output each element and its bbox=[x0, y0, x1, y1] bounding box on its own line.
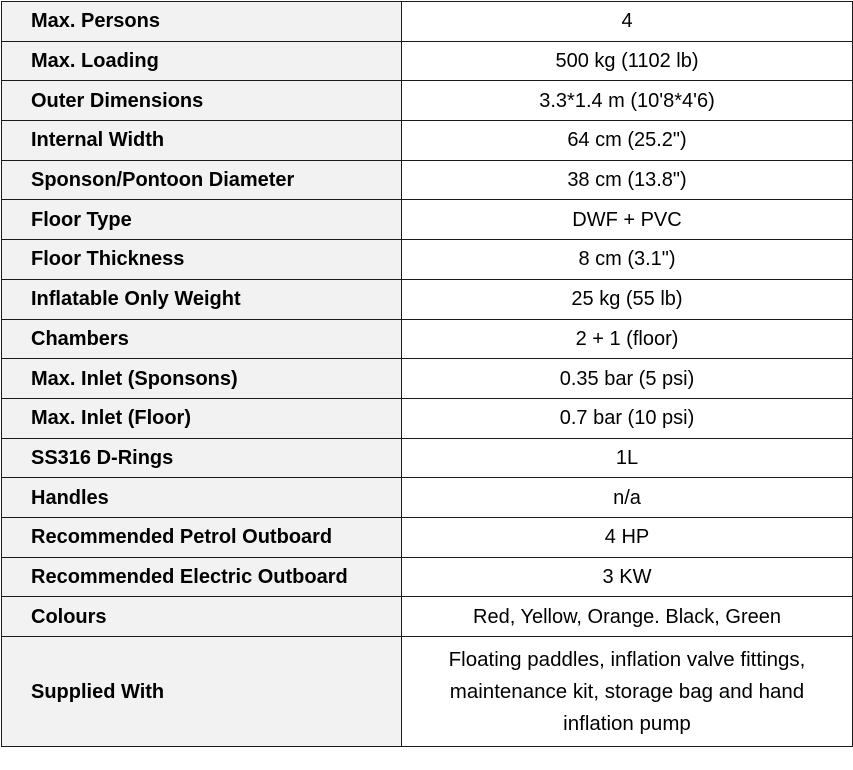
table-row bbox=[2, 478, 853, 518]
table-row bbox=[2, 398, 853, 438]
spec-label: Inflatable Only Weight bbox=[2, 279, 402, 319]
spec-label: Floor Thickness bbox=[2, 240, 402, 280]
table-row bbox=[2, 597, 853, 637]
spec-value: 1L bbox=[402, 438, 853, 478]
table-row bbox=[2, 121, 853, 161]
table-row bbox=[2, 279, 853, 319]
spec-label: Outer Dimensions bbox=[2, 81, 402, 121]
spec-value: DWF + PVC bbox=[402, 200, 853, 240]
spec-value: 4 bbox=[402, 2, 853, 42]
spec-value: 0.35 bar (5 psi) bbox=[402, 359, 853, 399]
spec-label: Chambers bbox=[2, 319, 402, 359]
spec-label: Internal Width bbox=[2, 121, 402, 161]
spec-value: 25 kg (55 lb) bbox=[402, 279, 853, 319]
spec-value: n/a bbox=[402, 478, 853, 518]
spec-label: SS316 D-Rings bbox=[2, 438, 402, 478]
spec-value: 38 cm (13.8") bbox=[402, 160, 853, 200]
spec-label: Colours bbox=[2, 597, 402, 637]
table-row bbox=[2, 200, 853, 240]
table-row bbox=[2, 160, 853, 200]
spec-value: 2 + 1 (floor) bbox=[402, 319, 853, 359]
spec-label: Recommended Petrol Outboard bbox=[2, 517, 402, 557]
table-row bbox=[2, 240, 853, 280]
spec-label: Max. Inlet (Floor) bbox=[2, 398, 402, 438]
table-row bbox=[2, 557, 853, 597]
spec-value: Red, Yellow, Orange. Black, Green bbox=[402, 597, 853, 637]
table-row bbox=[2, 319, 853, 359]
spec-value: 3.3*1.4 m (10'8*4'6) bbox=[402, 81, 853, 121]
spec-label: Sponson/Pontoon Diameter bbox=[2, 160, 402, 200]
table-row bbox=[2, 637, 853, 747]
table-row bbox=[2, 438, 853, 478]
spec-label: Floor Type bbox=[2, 200, 402, 240]
spec-label: Recommended Electric Outboard bbox=[2, 557, 402, 597]
spec-value: 64 cm (25.2") bbox=[402, 121, 853, 161]
table-row bbox=[2, 2, 853, 42]
table-row bbox=[2, 359, 853, 399]
table-row bbox=[2, 517, 853, 557]
table-row bbox=[2, 81, 853, 121]
spec-label: Max. Persons bbox=[2, 2, 402, 42]
spec-value: 8 cm (3.1") bbox=[402, 240, 853, 280]
spec-value: 500 kg (1102 lb) bbox=[402, 41, 853, 81]
spec-value: 3 KW bbox=[402, 557, 853, 597]
spec-value: Floating paddles, inflation valve fittings, maintenance kit, storage bag and hand inflation pump bbox=[402, 637, 853, 747]
spec-table bbox=[1, 1, 853, 747]
table-row bbox=[2, 41, 853, 81]
spec-value: 0.7 bar (10 psi) bbox=[402, 398, 853, 438]
spec-value: 4 HP bbox=[402, 517, 853, 557]
spec-label: Max. Inlet (Sponsons) bbox=[2, 359, 402, 399]
spec-label: Supplied With bbox=[2, 637, 402, 747]
spec-label: Max. Loading bbox=[2, 41, 402, 81]
spec-label: Handles bbox=[2, 478, 402, 518]
